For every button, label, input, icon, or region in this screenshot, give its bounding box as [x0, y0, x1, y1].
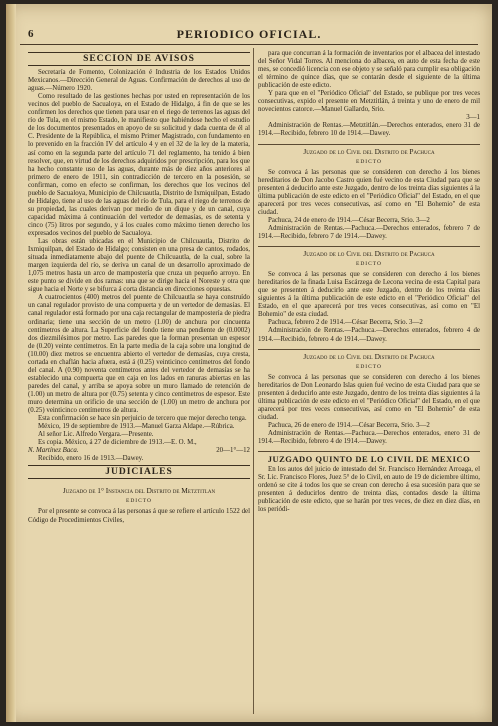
section-title-avisos: SECCION DE AVISOS: [28, 52, 250, 66]
page-binding: [6, 4, 16, 722]
edict-number: 3—1: [466, 114, 480, 122]
edict-signature: Pachuca, 26 de enero de 1914.—César Becerra, Srio. 3—2: [268, 421, 430, 429]
received-line: Recibido, enero 16 de 1913.—Dawey.: [38, 455, 144, 463]
notice-paragraph: A cuatrocientos (400) metros del puente de Chilcuautla se haya construído un canal regulador provisto de una compuerta y de un vertedor de demasías. El canal regulador está formado por una caja rectangular de mampostería de piedra ordinaria; tiene una sección de un metro (1.00) de anchura por cincuenta centímetros de altura. La Superficie del fondo tiene una pendiente de (0.0002) dos diezmilésimos por metro. Las paredes que la forman presentan un espesor de (0.20) veinte centímetros. En la parte media de la caja sobre una longitud de (10.00) diez metros se encuentra abierto el vertedor de demasías, cuya cresta, cortada en chaflán hacia afuera, está á (0.25) veinticinco centímetros del fondo del canal. A (0.90) noventa centímetros antes del vertedor de demasías se ha establecido una compuerta que en caja en los lados en ranuras abiertas en las paredes del canal, y arriba se apoya sobre un muro llamado de retención de (1.00) un metro de altura por (0.75) setenta y cinco centímetros de espesor. Este muro determina un orificio de una sección de (1.00) un metro de anchura por (0.25) veinticinco centímetros de altura.: [28, 294, 250, 415]
addressee-line: Al señor Lic. Alfredo Vergara.—Presente.: [38, 431, 154, 439]
court-heading: Juzgado de 1° Instancia del Distrito de Metztitlan: [62, 486, 216, 496]
edict-continuation: para que concurran á la formación de inventarios por el albacea del intestado del Señor Vidal Torres. Al menciona do albacea, en auto de esta fecha de este mes, se concedió licencia con ese objeto y se señaló para cumplir esa obligación el término de quince días, que se contarán desde el siguiente de la última publicación de este edicto.: [258, 50, 480, 90]
court-heading: Juzgado de lo Civil del Distrito de Pachuca: [258, 246, 480, 258]
copy-number: 20—1°—12: [216, 447, 250, 455]
edict-signature: Pachuca, 24 de enero de 1914.—César Becerra, Srio. 3—2: [268, 216, 430, 224]
newspaper-page: [6, 4, 492, 722]
right-column: [258, 50, 480, 714]
edict-paragraph: Por el presente se convoca á las personas á que se refiere el artículo 1522 del Código de Procedimientos Civiles,: [28, 508, 250, 524]
left-column: [28, 50, 250, 714]
notice-paragraph: Las obras están ubicadas en el Municipio de Chilcuautla, Distrito de Ixmiquilpan, del Estado de Hidalgo; consisten en una presa de cantos, rodados, situada inmediatamente abajo del puente de Chilcuautla, de la cual, sobre la margen izquierda del río, se deriva un canal de un desarrollo aproximado de 1,075 metros hasta un arco de mampostería que cruza un pequeño arroyo. En este punto se divide en dos ramas: una que se dirige hacia el Noreste y otra que sigue hacia el Norte y se bifurca á corta distancia en direcciones opuestas.: [28, 238, 250, 294]
edict-signature: Pachuca, febrero 2 de 1914.—César Becerra, Srio. 3—2: [268, 319, 423, 327]
edict-continuation: Y para que en el "Periódico Oficial" del Estado, se publique por tres veces consecutivas, expido el presente en Metztitlán, á treinta y uno de enero de mil novecientos catorce.—Manuel Gallardo, Srio.: [258, 90, 480, 114]
edicto-label: EDICTO: [355, 261, 383, 268]
edict-block: [258, 246, 480, 344]
notice-paragraph: Como resultado de las gestiones hechas por usted en representación de los vecinos del pueblo de Sacualoya, en el Estado de Hidalgo, á fin de que se les confirmen los derechos que tienen para usar en el riego de terrenos las aguas del río de Tula, en el mismo Estado, le manifiesto que habiéndose hecho el estudio de los documentos presentados en apoyo de su solicitud y dada cuenta de él al C. Presidente de la República, el mismo Primer Magistrado, con fundamento en lo prevenido en la fracción IV del artículo 4 y en el 32 de la ley de la materia, así como en la segunda parte del artículo 71 del reglamento, ha tenido á bien resolver, que, en virtud de los derechos adquiridos por prescripción, para los que ha hecho constante uso de las aguas, durante más de diez años anteriores al primero de enero de 1911, sin contradicción de tercero en la posesión, se confirman, como en efecto se confirman, los derechos que los vecinos del pueblo de Sacualoya, Municipio de Chilcuautla, Distrito de Ixmiquilpan, Estado de Hidalgo, tiene al uso de las aguas del río de Tula, para el riego de terrenos de su propiedad, las cuales derivan por medio de un dique y de un canal, cuya capacidad máxima á continuación del vertedor de demasías, es de setenta y cinco (75) litros por segundo, y á los cuales como máximo tienen derecho los expresados vecinos del pueblo de Sacualoya.: [28, 93, 250, 237]
edicto-label: EDICTO: [355, 158, 383, 165]
admin-line: Administración de Rentas.—Pachuca.—Derechos enterados, enero 31 de 1914.—Recibido, febrero 4 de 1914.—Dawey.: [258, 429, 480, 446]
notice-paragraph: Secretaría de Fomento, Colonización é Industria de los Estados Unidos Mexicanos.—Dirección General de Aguas. Confirmación de derechos al uso de aguas.—Número 1920.: [28, 69, 250, 93]
court-heading: Juzgado de lo Civil del Distrito de Pachuca: [258, 144, 480, 156]
edict-block: [258, 144, 480, 242]
edict-text: Se convoca á las personas que se consideren con derecho á los bienes hereditarios de Don Jacobo Castro quien fué vecino de esta Ciudad para que se presenten á deducirlo ante este Juzgado, dentro de los treinta días siguientes á la última publicación de este edicto en el "Periódico Oficial" del Estado, en el que aparecerá por tres veces consecutivas, así como en "El Bohemio" de esta ciudad.: [258, 168, 480, 216]
edict-text: Se convoca á las personas que se consideren con derecho á los bienes hereditarios de la finada Luisa Escárzega de Lecona vecina de esta Capital para que se presenten á deducirlo ante este Juzgado, dentro de los treinta días siguientes á la última publicación de este edicto en el "Periódico Oficial" del Estado, en el que aparecerá por tres veces consecutivas, así como en "El Bohemio" de esta ciudad.: [258, 271, 480, 319]
court-heading-mexico: JUZGADO QUINTO DE LO CIVIL DE MEXICO: [258, 451, 480, 463]
admin-line: Administración de Rentas.—Pachuca.—Derechos enterados, febrero 7 de 1914.—Recibido, febrero 7 de 1914.—Dawey.: [258, 224, 480, 240]
periodical-title: PERIODICO OFICIAL.: [176, 27, 322, 41]
edict-text: Se convoca á las personas que se consideren con derecho á los bienes hereditarios de Don Leonardo Islas quien fué vecino de esta Ciudad para que se presenten á deducirlo ante este Juzgado, dentro de los treinta días siguientes á la última publicación de este edicto en el "Periódico Oficial" del Estado, en el que aparecerá por tres veces consecutivas, así como en "El Bohemio" de esta ciudad.: [258, 373, 480, 421]
admin-line: Administración de Rentas.—Metztitlán.—Derechos enterados, enero 31 de 1914.—Recibido, febrero 10 de 1914.—Dawey.: [258, 122, 480, 138]
court-heading: Juzgado de lo Civil del Distrito de Pachuca: [258, 349, 480, 361]
column-divider: [253, 48, 254, 714]
edicto-label: EDICTO: [125, 498, 153, 505]
page-header: [20, 26, 478, 45]
notice-paragraph: Esta confirmación se hace sin perjuicio de tercero que mejor derecho tenga.: [38, 415, 247, 423]
edict-block: [258, 349, 480, 447]
copy-signature: N. Martínez Baca.: [28, 447, 79, 455]
page-number: 6: [28, 28, 34, 40]
copy-line: Es copia. México, á 27 de diciembre de 1913.—E. O. M.,: [38, 439, 197, 447]
date-line: México, 19 de septiembre de 1913.—Manuel Garza Aldape.—Rúbrica.: [38, 423, 235, 431]
section-title-judiciales: JUDICIALES: [28, 465, 250, 479]
admin-line: Administración de Rentas.—Pachuca.—Derechos enterados, febrero 4 de 1914.—Recibido, febrero 4 de 1914.—Dawey.: [258, 327, 480, 343]
edict-text: En los autos del juicio de intestado del Sr. Francisco Hernández Arroaga, el Sr. Lic. Francisco Flores, Juez 5° de lo Civil, en auto de 19 de diciembre último, ordenó se cite á todos los que se crean con derecho á esa sucesión para que se presenten á deducirlos dentro de treinta días, contados desde la última publicación de este edicto, que se harán por tres veces, de diez en diez días, en los periódi-: [258, 466, 480, 514]
edicto-label: EDICTO: [355, 363, 383, 370]
